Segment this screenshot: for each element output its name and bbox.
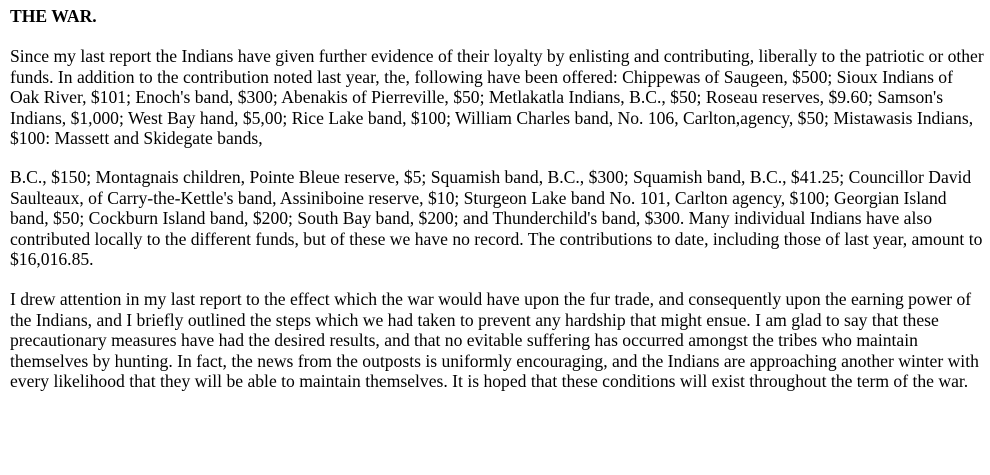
paragraph-contributions: Since my last report the Indians have given further evidence of their loyalty by enlisting and contributing, liberally to the patriotic or other funds. In addition to the contribution noted last year, the, following have been offered: Chippewas of Saugeen, $500; Sioux Indians of Oak River, $101; Enoch's band, $300; Abenakis of Pierreville, $50; Metlakatla Indians, B.C., $50; Roseau reserves, $9.60; Samson's Indians, $1,000; West Bay hand, $5,00; Rice Lake band, $100; William Charles band, No. 106, Carlton,agency, $50; Mistawasis Indians, $100: Massett and Skidegate bands, (10, 46, 984, 149)
paragraph-contributions-continued: B.C., $150; Montagnais children, Pointe Bleue reserve, $5; Squamish band, B.C., $300; Squamish band, B.C., $41.25; Councillor David Saulteaux, of Carry-the-Kettle's band, Assiniboine reserve, $10; Sturgeon Lake band No. 101, Carlton agency, $100; Georgian Island band, $50; Cockburn Island band, $200; South Bay band, $200; and Thunderchild's band, $300. Many individual Indians have also contributed locally to the different funds, but of these we have no record. The contributions to date, including those of last year, amount to $16,016.85. (10, 167, 983, 270)
paragraph-fur-trade: I drew attention in my last report to the effect which the war would have upon the fur trade, and consequently upon the earning power of the Indians, and I briefly outlined the steps which we had taken to prevent any hardship that might ensue. I am glad to say that these precautionary measures have had the desired results, and that no evitable suffering has occurred amongst the tribes who maintain themselves by hunting. In fact, the news from the outposts is uniformly encouraging, and the Indians are approaching another winter with every likelihood that they will be able to maintain themselves. It is hoped that these conditions will exist throughout the term of the war. (10, 289, 979, 392)
section-heading: THE WAR. (10, 6, 97, 26)
document-body (10, 6, 985, 392)
